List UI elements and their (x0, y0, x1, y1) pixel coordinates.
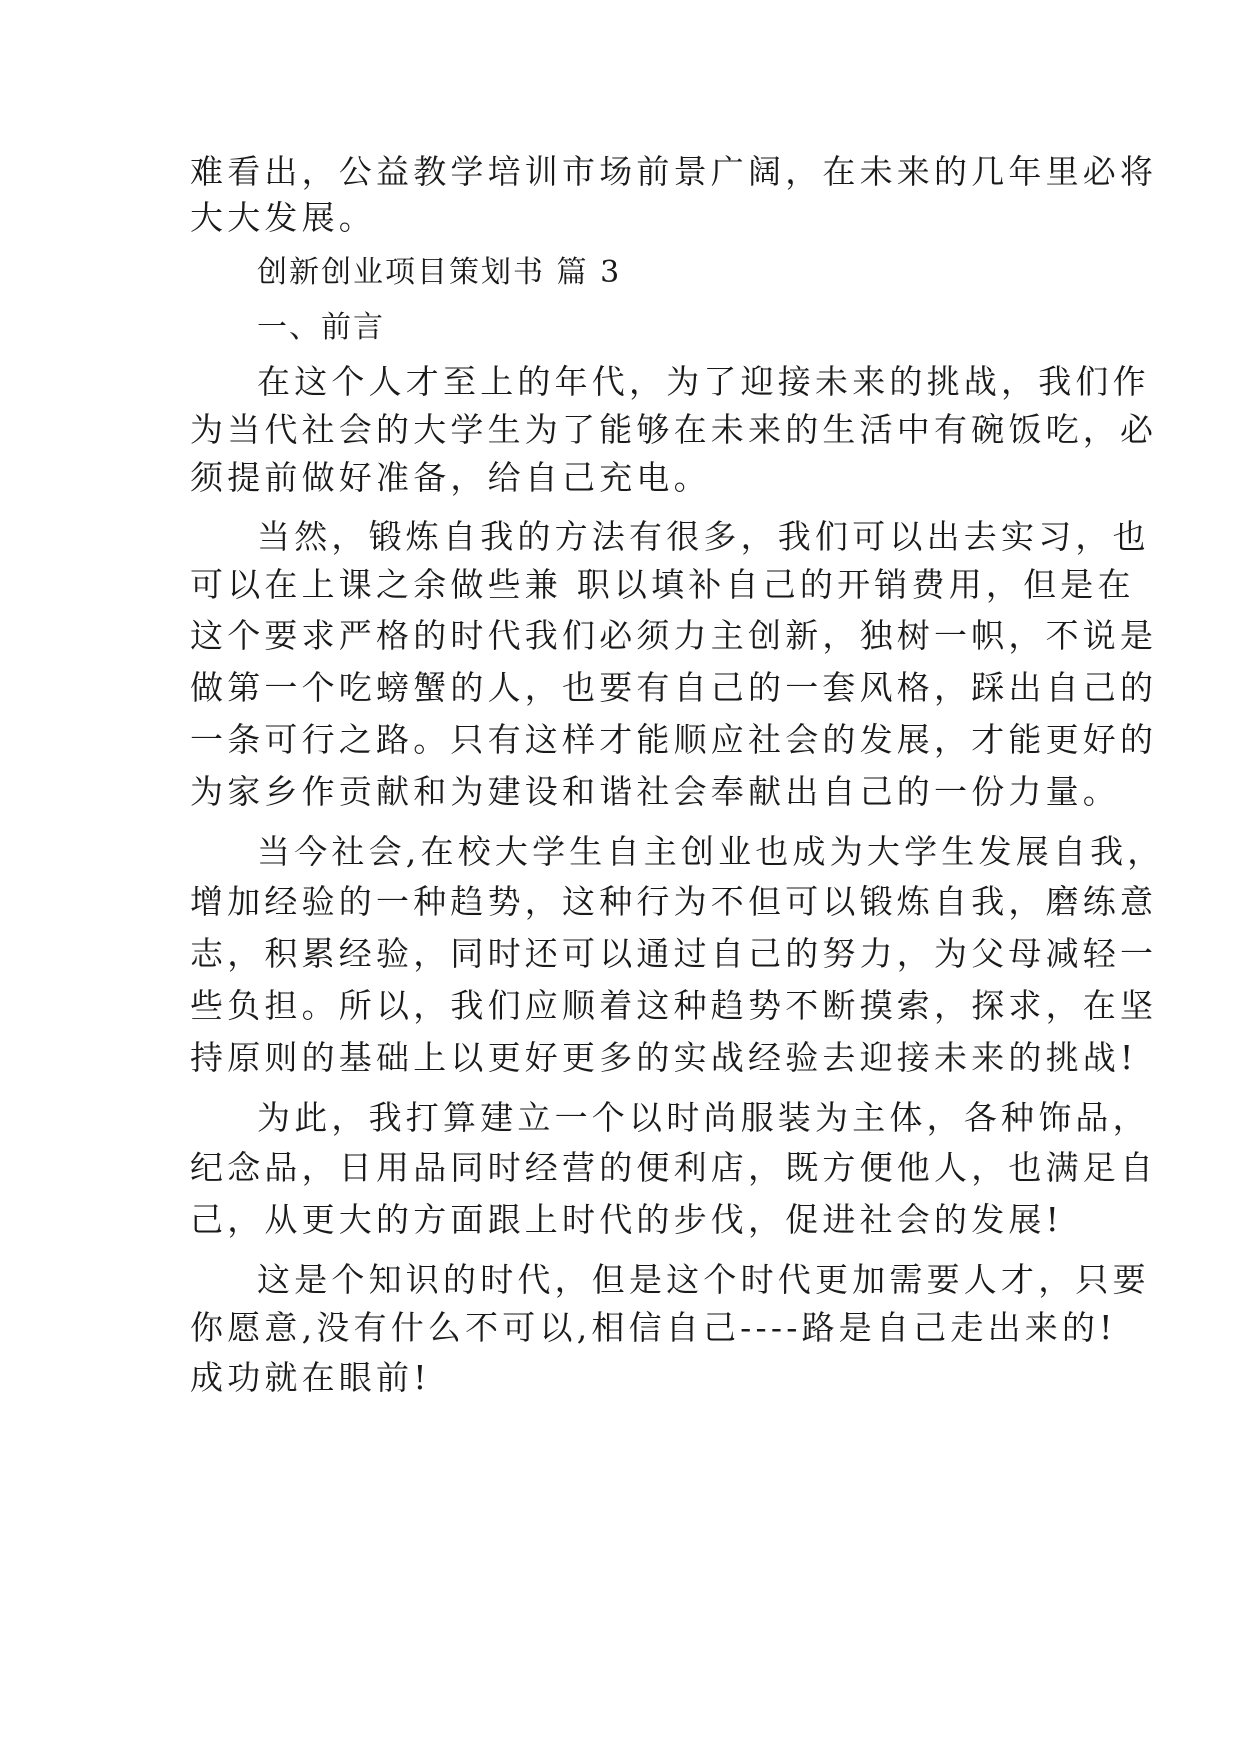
paragraph-line: 为此，我打算建立一个以时尚服装为主体，各种饰品， (257, 1098, 1150, 1137)
paragraph-line: 大大发展。 (190, 198, 376, 237)
paragraph-line: 须提前做好准备，给自己充电。 (190, 458, 711, 497)
paragraph-line: 些负担。所以，我们应顺着这种趋势不断摸索，探求，在坚 (190, 986, 1158, 1025)
paragraph-line: 一条可行之路。只有这样才能顺应社会的发展，才能更好的 (190, 720, 1158, 759)
paragraph-line: 这是个知识的时代，但是这个时代更加需要人才，只要 (257, 1260, 1150, 1299)
paragraph-line: 难看出，公益教学培训市场前景广阔，在未来的几年里必将 (190, 152, 1158, 191)
paragraph-line: 为家乡作贡献和为建设和谐社会奉献出自己的一份力量。 (190, 772, 1120, 811)
paragraph-line: 为当代社会的大学生为了能够在未来的生活中有碗饭吃，必 (190, 410, 1158, 449)
paragraph-line: 增加经验的一种趋势，这种行为不但可以锻炼自我，磨练意 (190, 882, 1158, 921)
paragraph-line: 持原则的基础上以更好更多的实战经验去迎接未来的挑战! (190, 1038, 1138, 1077)
paragraph-line: 可以在上课之余做些兼 职以填补自己的开销费用，但是在 (190, 565, 1135, 604)
paragraph-line: 在这个人才至上的年代，为了迎接未来的挑战，我们作 (257, 362, 1150, 401)
paragraph-line: 志，积累经验，同时还可以通过自己的努力，为父母减轻一 (190, 934, 1158, 973)
paragraph-line: 当今社会,在校大学生自主创业也成为大学生发展自我， (257, 832, 1165, 871)
paragraph-line: 成功就在眼前! (190, 1358, 431, 1397)
paragraph-line: 这个要求严格的时代我们必须力主创新，独树一帜，不说是 (190, 616, 1158, 655)
section-title: 创新创业项目策划书 篇 3 (257, 255, 622, 290)
paragraph-line: 纪念品，日用品同时经营的便利店，既方便他人，也满足自 (190, 1148, 1158, 1187)
paragraph-line: 做第一个吃螃蟹的人，也要有自己的一套风格，踩出自己的 (190, 668, 1158, 707)
section-heading: 一、前言 (257, 310, 385, 345)
paragraph-line: 己，从更大的方面跟上时代的步伐，促进社会的发展! (190, 1200, 1064, 1239)
paragraph-line: 当然，锻炼自我的方法有很多，我们可以出去实习，也 (257, 517, 1150, 556)
paragraph-line: 你愿意,没有什么不可以,相信自己----路是自己走出来的! (190, 1308, 1117, 1347)
